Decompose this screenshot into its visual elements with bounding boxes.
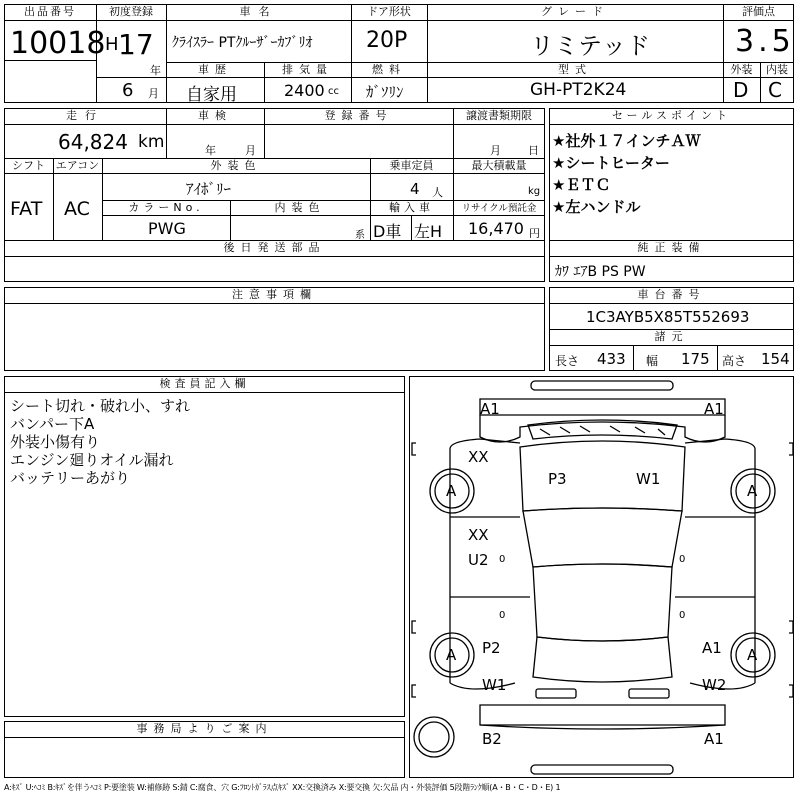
fuel: ｶﾞｿﾘﾝ	[366, 83, 404, 101]
office-header: 事務局よりご案内	[136, 722, 273, 735]
lot-no: 10018	[10, 26, 106, 61]
chassis-no: 1C3AYB5X85T552693	[586, 308, 750, 326]
parts-header: 後日発送部品	[223, 241, 326, 254]
shift-header: シフト	[12, 159, 45, 172]
exterior-header: 外装	[730, 63, 753, 76]
inspector-line-2: バンパー下A	[10, 415, 95, 433]
recycle-unit: 円	[529, 227, 540, 240]
car-name-header: 車名	[239, 5, 278, 18]
recycle-header: リサイクル預託金	[461, 203, 537, 214]
inspector-line-4: エンジン廻りオイル漏れ	[10, 451, 174, 469]
ac-header: エアコン	[55, 159, 100, 172]
legend: A:ｷｽﾞ U:ﾍｺﾐ B:ｷｽﾞを伴うﾍｺﾐ P:要塗装 W:補修跡 S:錆 C:腐食、穴 G:ﾌﾛﾝﾄｶﾞﾗｽ点ｷｽﾞ XX:交換済み X:要交換 欠:欠品 内・外装評価 5段階ﾗﾝｸ順(A・B・C・D・E) 1	[4, 783, 561, 792]
inspector-line-5: バッテリーあがり	[10, 469, 131, 487]
mark-hood: P3	[548, 470, 567, 488]
capacity: 4	[410, 180, 420, 198]
exterior-score: D	[733, 78, 749, 102]
notes-header: 注意事項欄	[232, 288, 317, 301]
reg-no-header: 登録番号	[324, 109, 393, 122]
model-header: 型式	[558, 63, 592, 76]
mark-fender-left: XX	[468, 448, 489, 466]
int-color-unit: 系	[355, 230, 365, 241]
door-header: ドア形状	[367, 5, 411, 18]
mileage-header: 走行	[66, 109, 104, 122]
inspector-header: 検査員記入欄	[159, 377, 250, 390]
mark-wheel-fl: A	[446, 482, 457, 500]
sales-point-1: ★社外１７インチＡＷ	[552, 132, 701, 150]
mark-door-l1: XX	[468, 526, 489, 544]
mark-rear-right-a: A1	[702, 639, 722, 657]
inspector-line-1: シート切れ・破れ小、すれ	[10, 397, 191, 415]
width: 175	[681, 350, 710, 368]
length-label: 長さ	[555, 354, 580, 368]
door: 20P	[366, 28, 408, 53]
lot-no-header: 出品番号	[24, 5, 76, 18]
mark-rear-right-w: W2	[702, 676, 727, 694]
mark-zero-4: 0	[679, 610, 686, 621]
height-label: 高さ	[722, 354, 747, 368]
import-handle: 左H	[414, 222, 443, 241]
load-header: 最大積載量	[471, 159, 527, 172]
car-outline	[410, 377, 795, 779]
transfer-month-unit: 月	[490, 144, 501, 157]
mark-rear-bumper-l: B2	[482, 730, 502, 748]
displacement-header: 排気量	[282, 63, 333, 76]
dims-header: 諸元	[654, 330, 689, 343]
mark-zero-2: 0	[679, 554, 686, 565]
width-label: 幅	[646, 354, 659, 368]
grade: リミテッド	[530, 32, 650, 60]
first-reg-header: 初度登録	[109, 5, 153, 18]
color-no-header: カラーNo.	[128, 201, 204, 214]
interior-score: C	[768, 78, 782, 102]
mark-front-left: A1	[480, 400, 500, 418]
score: 3.5	[735, 24, 795, 59]
import-dealer: D車	[373, 222, 402, 241]
transfer-header: 譲渡書類期限	[466, 109, 532, 122]
import-header: 輸入車	[389, 201, 434, 214]
capacity-unit: 人	[432, 186, 443, 199]
int-color-header: 内装色	[274, 201, 326, 214]
equipment: ｶﾜ ｴｱB PS PW	[555, 264, 646, 280]
recycle: 16,470	[468, 219, 524, 238]
sales-point-2: ★シートヒーター	[552, 154, 670, 172]
equipment-header: 純正装備	[637, 241, 706, 254]
car-name: ｸﾗｲｽﾗｰ PTｸﾙｰｻﾞｰｶﾌﾞﾘｵ	[172, 35, 313, 51]
model: GH-PT2K24	[530, 80, 627, 100]
car-diagram	[409, 376, 794, 778]
mark-wheel-rr: A	[747, 646, 758, 664]
mileage: 64,824	[58, 130, 128, 154]
history: 自家用	[186, 85, 237, 105]
displacement-unit: cc	[328, 86, 339, 97]
transfer-day-unit: 日	[528, 144, 539, 157]
grade-header: グレード	[541, 5, 609, 18]
first-reg-era: H	[105, 34, 119, 55]
inspection-month-unit: 月	[245, 144, 256, 157]
first-reg-year: 17	[118, 28, 154, 61]
ext-color-header: 外装色	[210, 159, 262, 172]
height: 154	[761, 350, 790, 368]
shift: FAT	[10, 198, 43, 220]
fuel-header: 燃料	[372, 63, 406, 76]
mark-rear-bumper-r: A1	[704, 730, 724, 748]
first-reg-year-unit: 年	[150, 64, 161, 77]
ext-color: ｱｲﾎﾞﾘｰ	[186, 180, 232, 198]
chassis-header: 車台番号	[637, 288, 706, 301]
score-header: 評価点	[742, 5, 775, 18]
first-reg-month: 6	[122, 80, 134, 101]
mark-wheel-fr: A	[747, 482, 758, 500]
displacement: 2400	[284, 81, 325, 100]
inspection-header: 車検	[198, 109, 232, 122]
capacity-header: 乗車定員	[389, 159, 434, 172]
length: 433	[597, 350, 626, 368]
mark-hood-right: W1	[636, 470, 661, 488]
mark-rear-left-w: W1	[482, 676, 507, 694]
mark-front-right: A1	[704, 400, 724, 418]
sales-point-4: ★左ハンドル	[552, 198, 641, 216]
color-no: PWG	[148, 219, 186, 238]
interior-header: 内装	[766, 63, 788, 76]
inspector-line-3: 外装小傷有り	[10, 433, 101, 451]
ac: AC	[64, 198, 90, 220]
history-header: 車歴	[198, 63, 232, 76]
mark-door-l2: U2	[468, 551, 489, 569]
sales-points-header: セールスポイント	[611, 109, 731, 122]
mark-rear-left-p: P2	[482, 639, 501, 657]
mark-zero-1: 0	[499, 554, 506, 565]
first-reg-month-unit: 月	[148, 87, 159, 100]
sales-point-3: ★ＥＴＣ	[552, 176, 611, 194]
mark-wheel-rl: A	[446, 646, 457, 664]
load-unit: kg	[528, 186, 541, 197]
mileage-unit: km	[138, 132, 165, 152]
inspection-year-unit: 年	[205, 144, 216, 157]
mark-zero-3: 0	[499, 610, 506, 621]
